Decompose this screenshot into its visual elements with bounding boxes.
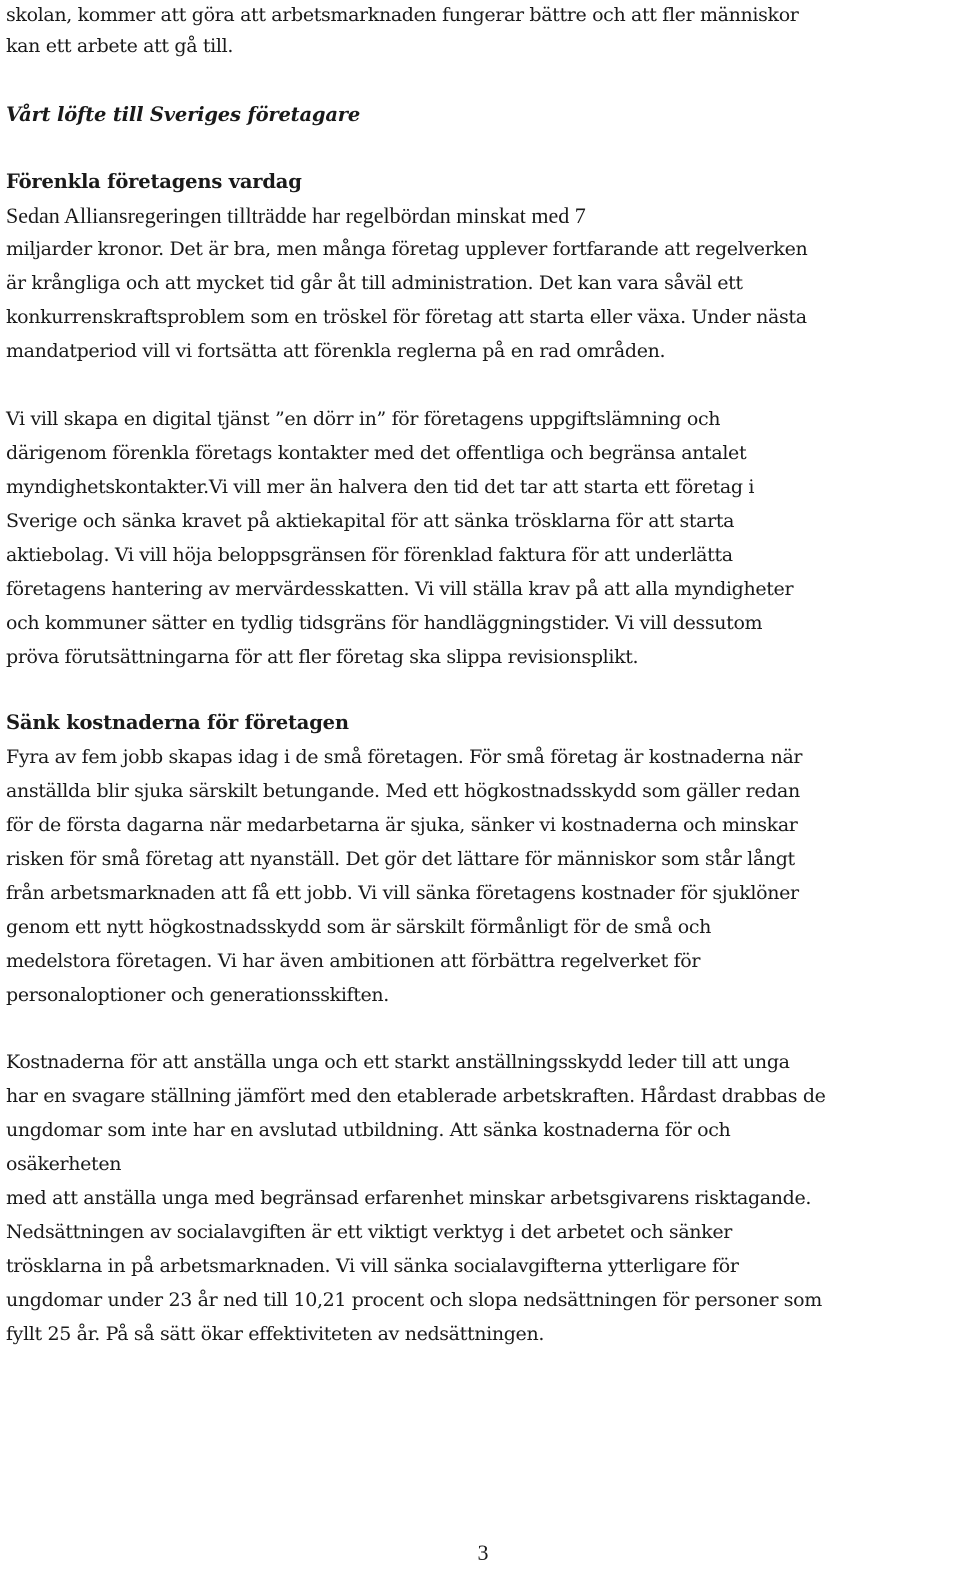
body-line: trösklarna in på arbetsmarknaden. Vi vill sänka socialavgifterna ytterligare för (6, 1255, 739, 1277)
body-line: miljarder kronor. Det är bra, men många företag upplever fortfarande att regelverken (6, 238, 808, 260)
subsection-simplify (6, 165, 956, 368)
body-line: anställda blir sjuka särskilt betungande. Med ett högkostnadsskydd som gäller redan (6, 780, 800, 802)
body-line: har en svagare ställning jämfört med den etablerade arbetskraften. Hårdast drabbas de (6, 1085, 826, 1107)
body-line: för de första dagarna när medarbetarna är sjuka, sänker vi kostnaderna och minskar (6, 814, 798, 836)
body-line: aktiebolag. Vi vill höja beloppsgränsen för förenklad faktura för att underlätta (6, 544, 733, 566)
body-line: mandatperiod vill vi fortsätta att förenkla reglerna på en rad områden. (6, 340, 666, 362)
body-line: är krångliga och att mycket tid går åt till administration. Det kan vara såväl ett (6, 272, 743, 294)
body-line: Sverige och sänka kravet på aktiekapital för att sänka trösklarna för att starta (6, 510, 735, 532)
subsection-costs (6, 706, 956, 1012)
body-line: myndighetskontakter.Vi vill mer än halvera den tid det tar att starta ett företag i (6, 476, 755, 498)
section-title (6, 98, 956, 132)
body-line: osäkerheten (6, 1153, 122, 1175)
body-line: med att anställa unga med begränsad erfarenhet minskar arbetsgivarens risktagande. (6, 1187, 812, 1209)
body-line: och kommuner sätter en tydlig tidsgräns för handläggningstider. Vi vill dessutom (6, 612, 763, 634)
body-line: genom ett nytt högkostnadsskydd som är särskilt förmånligt för de små och (6, 916, 712, 938)
body-line: personaloptioner och generationsskiften. (6, 984, 389, 1006)
section-title-text: Vårt löfte till Sveriges företagare (6, 103, 361, 126)
body-line: företagens hantering av mervärdesskatten. Vi vill ställa krav på att alla myndigheter (6, 578, 794, 600)
body-line: fyllt 25 år. På så sätt ökar effektiviteten av nedsättningen. (6, 1323, 545, 1345)
intro-line: kan ett arbete att gå till. (6, 35, 234, 57)
subsection-heading: Sänk kostnaderna för företagen (6, 711, 349, 734)
body-line: Sedan Alliansregeringen tillträdde har regelbördan minskat med 7 (6, 203, 586, 228)
page-number: 3 (477, 1540, 489, 1565)
body-line: risken för små företag att nyanställ. Det gör det lättare för människor som står långt (6, 848, 795, 870)
paragraph-young-workers (6, 1045, 956, 1351)
body-line: Kostnaderna för att anställa unga och ett starkt anställningsskydd leder till att unga (6, 1051, 790, 1073)
intro-paragraph (6, 0, 956, 62)
body-line: medelstora företagen. Vi har även ambitionen att förbättra regelverket för (6, 950, 701, 972)
intro-line: skolan, kommer att göra att arbetsmarknaden fungerar bättre och att fler människor (6, 4, 799, 26)
body-line: därigenom förenkla företags kontakter med det offentliga och begränsa antalet (6, 442, 747, 464)
body-line: ungdomar som inte har en avslutad utbildning. Att sänka kostnaderna för och (6, 1119, 731, 1141)
body-line: pröva förutsättningarna för att fler företag ska slippa revisionsplikt. (6, 646, 639, 668)
body-line: konkurrenskraftsproblem som en tröskel för företag att starta eller växa. Under nästa (6, 306, 807, 328)
body-line: Vi vill skapa en digital tjänst ”en dörr in” för företagens uppgiftslämning och (6, 408, 721, 430)
subsection-heading: Förenkla företagens vardag (6, 170, 302, 193)
body-line: Fyra av fem jobb skapas idag i de små företagen. För små företag är kostnaderna när (6, 746, 803, 768)
body-line: Nedsättningen av socialavgiften är ett viktigt verktyg i det arbetet och sänker (6, 1221, 732, 1243)
body-line: ungdomar under 23 år ned till 10,21 procent och slopa nedsättningen för personer som (6, 1289, 822, 1311)
paragraph-digital-service (6, 402, 956, 674)
body-line: från arbetsmarknaden att få ett jobb. Vi vill sänka företagens kostnader för sjuklöner (6, 882, 799, 904)
